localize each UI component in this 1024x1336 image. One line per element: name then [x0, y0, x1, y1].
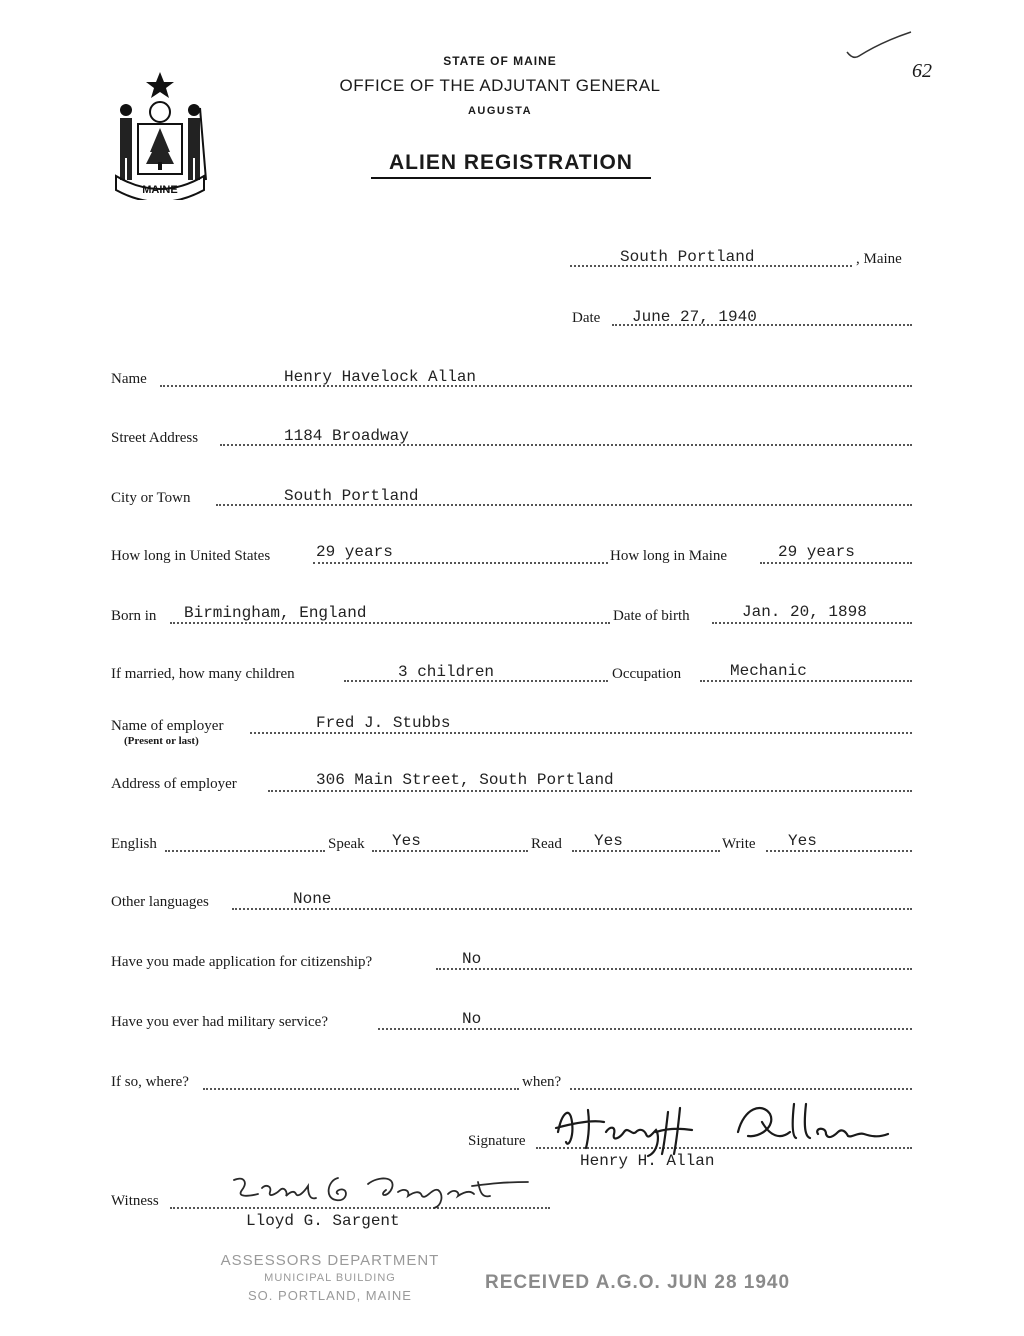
write-line [766, 850, 912, 852]
dob-value: Jan. 20, 1898 [742, 603, 867, 621]
me-duration-value: 29 years [778, 543, 855, 561]
name-value: Henry Havelock Allan [284, 368, 477, 386]
speak-line [372, 850, 528, 852]
signature-typed: Henry H. Allan [580, 1152, 715, 1170]
occupation-value: Mechanic [730, 662, 807, 680]
english-label: English [111, 836, 157, 852]
military-line [378, 1028, 912, 1030]
seal-banner-text: MAINE [142, 184, 178, 196]
english-line [165, 850, 325, 852]
employer-label: Name of employer [111, 718, 224, 734]
other-languages-line [232, 908, 912, 910]
read-label: Read [531, 836, 562, 852]
assessors-stamp-line1: ASSESSORS DEPARTMENT [220, 1252, 440, 1269]
where-line [203, 1088, 519, 1090]
us-duration-line [313, 562, 608, 564]
witness-label: Witness [111, 1193, 159, 1209]
assessors-stamp-line2: MUNICIPAL BUILDING [264, 1272, 396, 1284]
place-suffix: , Maine [856, 251, 902, 267]
name-label: Name [111, 371, 147, 387]
received-stamp: RECEIVED A.G.O. JUN 28 1940 [485, 1272, 791, 1293]
place-value: South Portland [620, 248, 755, 266]
citizenship-label: Have you made application for citizenship? [111, 954, 373, 970]
employer-value: Fred J. Stubbs [316, 714, 451, 732]
date-value: June 27, 1940 [632, 308, 757, 326]
where-label: If so, where? [111, 1074, 189, 1090]
name-line [160, 385, 912, 387]
employer-address-line [268, 790, 912, 792]
page-number-mark: 62 [912, 60, 932, 82]
witness-typed: Lloyd G. Sargent [246, 1212, 400, 1230]
signature-handwritten [548, 1092, 898, 1160]
children-label: If married, how many children [111, 666, 295, 682]
check-mark-icon [845, 30, 915, 70]
witness-handwritten [228, 1168, 558, 1214]
occupation-label: Occupation [612, 666, 682, 682]
me-duration-label: How long in Maine [610, 548, 728, 564]
citizenship-line [436, 968, 912, 970]
born-value: Birmingham, England [184, 604, 367, 622]
employer-line [250, 732, 912, 734]
city-label: City or Town [111, 490, 191, 506]
military-value: No [462, 1010, 482, 1028]
military-label: Have you ever had military service? [111, 1014, 328, 1030]
write-value: Yes [788, 832, 817, 850]
read-line [572, 850, 720, 852]
speak-label: Speak [328, 836, 365, 852]
other-languages-value: None [293, 890, 332, 908]
employer-sublabel: (Present or last) [124, 735, 199, 747]
dob-line [712, 622, 912, 624]
when-line [570, 1088, 912, 1090]
us-duration-label: How long in United States [111, 548, 271, 564]
date-label: Date [572, 310, 601, 326]
office-heading: OFFICE OF THE ADJUTANT GENERAL [339, 76, 661, 95]
city-value: South Portland [284, 487, 419, 505]
other-languages-label: Other languages [111, 894, 209, 910]
write-label: Write [722, 836, 756, 852]
read-value: Yes [594, 832, 623, 850]
street-value: 1184 Broadway [284, 427, 409, 445]
citizenship-value: No [462, 950, 482, 968]
us-duration-value: 29 years [316, 543, 393, 561]
signature-label: Signature [468, 1133, 526, 1149]
employer-address-label: Address of employer [111, 776, 237, 792]
born-label: Born in [111, 608, 157, 624]
when-label: when? [522, 1074, 562, 1090]
form-title: ALIEN REGISTRATION [371, 151, 651, 179]
street-label: Street Address [111, 430, 199, 446]
born-line [170, 622, 610, 624]
dob-label: Date of birth [613, 608, 690, 624]
assessors-stamp-line3: SO. PORTLAND, MAINE [248, 1288, 412, 1303]
me-duration-line [760, 562, 912, 564]
city-heading: AUGUSTA [467, 105, 533, 117]
employer-address-value: 306 Main Street, South Portland [316, 771, 614, 789]
children-value: 3 children [398, 663, 495, 681]
state-heading: STATE OF MAINE [443, 54, 557, 68]
occupation-line [700, 680, 912, 682]
speak-value: Yes [392, 832, 421, 850]
